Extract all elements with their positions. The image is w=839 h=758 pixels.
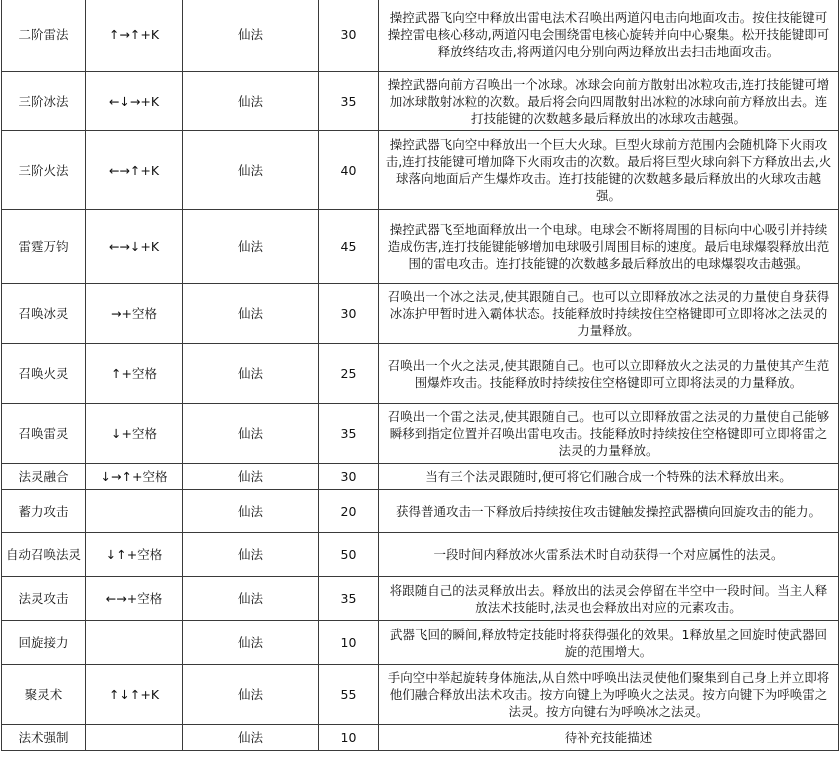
skill-description: 操控武器飞向空中释放出一个巨大火球。巨型火球前方范围内会随机降下火雨攻击,连打技能键可增加降下火雨攻击的次数。最后将巨型火球向斜下方释放出去,火球落向地面后产生爆炸攻击。连打技能键的次数越多最后释放出的火球攻击越强。 [379,131,839,210]
skill-cost: 30 [319,284,379,344]
table-row [2,284,839,344]
skill-keys [86,725,183,751]
table-row [2,210,839,284]
skill-type: 仙法 [183,665,319,725]
skill-type: 仙法 [183,344,319,404]
skill-name: 三阶冰法 [2,72,86,131]
skill-name: 雷霆万钧 [2,210,86,284]
skill-keys: ←→+空格 [86,577,183,621]
skill-keys: ↓↑+空格 [86,533,183,577]
skill-keys [86,490,183,533]
table-row [2,665,839,725]
skill-name: 自动召唤法灵 [2,533,86,577]
table-row [2,577,839,621]
skill-description: 操控武器飞至地面释放出一个电球。电球会不断将周围的目标向中心吸引并持续造成伤害,连打技能键能够增加电球吸引周围目标的速度。最后电球爆裂释放出范围的雷电攻击。连打技能键的次数越多最后释放出的电球爆裂攻击越强。 [379,210,839,284]
skill-description: 获得普通攻击一下释放后持续按住攻击键触发操控武器横向回旋攻击的能力。 [379,490,839,533]
skill-description: 操控武器飞向空中释放出雷电法术召唤出两道闪电击向地面攻击。按住技能键可操控雷电核心移动,两道闪电会围绕雷电核心旋转并向中心聚集。松开技能键即可释放终结攻击,将两道闪电分别向两边释放出去扫击地面攻击。 [379,0,839,72]
skill-description: 手向空中举起旋转身体施法,从自然中呼唤出法灵使他们聚集到自己身上并立即将他们融合释放出法术攻击。按方向键上为呼唤火之法灵。按方向键下为呼唤雷之法灵。按方向键右为呼唤冰之法灵。 [379,665,839,725]
skill-cost: 30 [319,0,379,72]
skill-keys: ←→↑+K [86,131,183,210]
skill-name: 召唤冰灵 [2,284,86,344]
skill-type: 仙法 [183,533,319,577]
skill-type: 仙法 [183,464,319,490]
table-row [2,72,839,131]
skill-name: 回旋接力 [2,621,86,665]
skill-description: 召唤出一个火之法灵,使其跟随自己。也可以立即释放火之法灵的力量使其产生范围爆炸攻击。技能释放时持续按住空格键即可立即将法灵的力量释放。 [379,344,839,404]
skill-type: 仙法 [183,0,319,72]
skill-type: 仙法 [183,577,319,621]
skill-keys [86,621,183,665]
table-row [2,404,839,464]
skill-cost: 40 [319,131,379,210]
skill-cost: 10 [319,621,379,665]
table-row [2,344,839,404]
skill-type: 仙法 [183,284,319,344]
skill-cost: 10 [319,725,379,751]
skill-keys: ↑→↑+K [86,0,183,72]
table-row [2,0,839,72]
skill-description: 武器飞回的瞬间,释放特定技能时将获得强化的效果。1释放星之回旋时使武器回旋的范围增大。 [379,621,839,665]
table-row [2,725,839,751]
skill-name: 法灵融合 [2,464,86,490]
table-row [2,533,839,577]
skill-type: 仙法 [183,131,319,210]
skill-type: 仙法 [183,725,319,751]
skill-type: 仙法 [183,621,319,665]
skill-cost: 55 [319,665,379,725]
skill-keys: ↓+空格 [86,404,183,464]
skills-table [1,0,839,751]
skill-description: 将跟随自己的法灵释放出去。释放出的法灵会停留在半空中一段时间。当主人释放法术技能时,法灵也会释放出对应的元素攻击。 [379,577,839,621]
skill-description: 操控武器向前方召唤出一个冰球。冰球会向前方散射出冰粒攻击,连打技能键可增加冰球散射冰粒的次数。最后将会向四周散射出冰粒的冰球向前方释放出去。连打技能键的次数越多最后释放出的冰球攻击越强。 [379,72,839,131]
skill-type: 仙法 [183,72,319,131]
skill-description: 召唤出一个冰之法灵,使其跟随自己。也可以立即释放冰之法灵的力量使自身获得冰冻护甲暂时进入霸体状态。技能释放时持续按住空格键即可立即将冰之法灵的力量释放。 [379,284,839,344]
skill-cost: 30 [319,464,379,490]
skill-name: 聚灵术 [2,665,86,725]
skill-cost: 20 [319,490,379,533]
skill-cost: 50 [319,533,379,577]
skill-cost: 45 [319,210,379,284]
skill-keys: ↓→↑+空格 [86,464,183,490]
skill-name: 召唤火灵 [2,344,86,404]
skill-cost: 35 [319,404,379,464]
skill-name: 三阶火法 [2,131,86,210]
skill-keys: ←↓→+K [86,72,183,131]
skill-description: 一段时间内释放冰火雷系法术时自动获得一个对应属性的法灵。 [379,533,839,577]
skill-type: 仙法 [183,490,319,533]
skill-name: 法术强制 [2,725,86,751]
skills-table-body [2,0,839,751]
skill-description: 待补充技能描述 [379,725,839,751]
skill-cost: 35 [319,577,379,621]
table-row [2,490,839,533]
skill-name: 法灵攻击 [2,577,86,621]
skill-type: 仙法 [183,210,319,284]
skill-name: 蓄力攻击 [2,490,86,533]
skill-keys: ↑+空格 [86,344,183,404]
skill-keys: →+空格 [86,284,183,344]
skill-cost: 35 [319,72,379,131]
skill-type: 仙法 [183,404,319,464]
skill-description: 召唤出一个雷之法灵,使其跟随自己。也可以立即释放雷之法灵的力量使自己能够瞬移到指定位置并召唤出雷电攻击。技能释放时持续按住空格键即可立即将雷之法灵的力量释放。 [379,404,839,464]
skill-cost: 25 [319,344,379,404]
skill-description: 当有三个法灵跟随时,便可将它们融合成一个特殊的法术释放出来。 [379,464,839,490]
table-row [2,464,839,490]
skill-name: 召唤雷灵 [2,404,86,464]
table-row [2,621,839,665]
skill-name: 二阶雷法 [2,0,86,72]
skill-keys: ←→↓+K [86,210,183,284]
table-row [2,131,839,210]
skill-keys: ↑↓↑+K [86,665,183,725]
